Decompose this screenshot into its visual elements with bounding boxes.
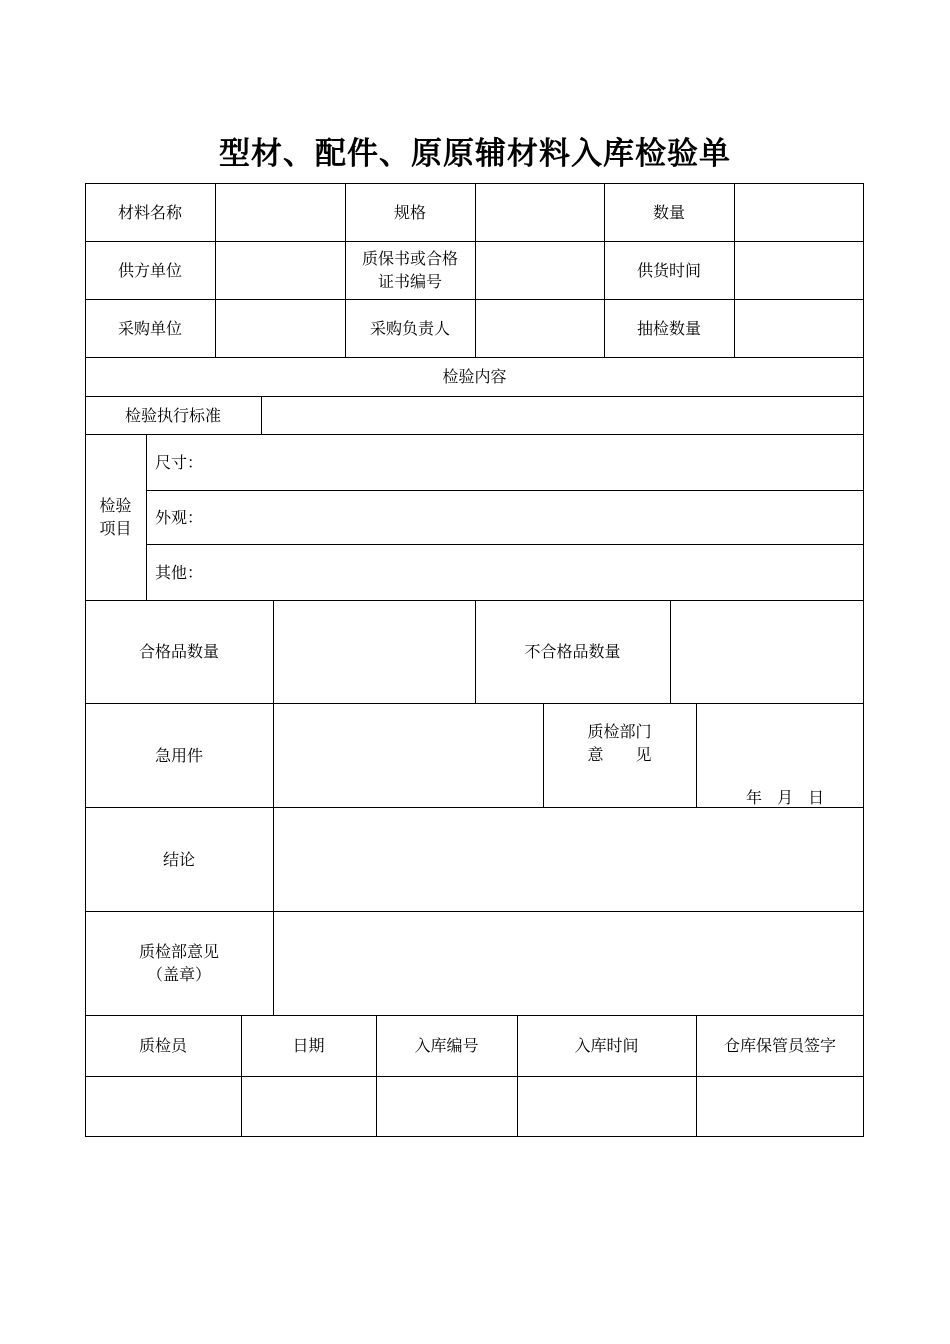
certificate-label-line1: 质保书或合格 [361,249,458,268]
certificate-number-field[interactable] [475,241,604,299]
storage-time-label: 入库时间 [574,1036,639,1055]
storage-number-field[interactable] [376,1076,517,1137]
inspection-items-label [85,434,146,600]
qc-dept-line1: 质检部门 [587,722,652,741]
supply-time-label: 供货时间 [636,260,701,280]
certificate-number-label [345,241,475,299]
inspector-label: 质检员 [138,1036,187,1055]
spec-field[interactable] [475,183,604,241]
certificate-label-line2: 证书编号 [377,272,442,291]
unqualified-quantity-label: 不合格品数量 [524,642,621,661]
qc-opinion-line1: 质检部意见 [138,942,219,961]
storage-time-field[interactable] [517,1076,696,1137]
qualified-quantity-field[interactable] [273,600,475,703]
material-name-label: 材料名称 [117,202,182,222]
inspection-items-line2: 项目 [99,519,132,538]
purchase-unit-field[interactable] [215,299,345,357]
date-ymd: 年 月 日 [746,788,830,807]
size-field[interactable]: 尺寸： [155,452,204,472]
conclusion-label: 结论 [162,849,195,869]
page-title: 型材、配件、原原辅材料入库检验单 [219,136,731,172]
purchase-manager-label: 采购负责人 [369,318,450,338]
sample-quantity-label: 抽检数量 [636,318,701,338]
supplier-label: 供方单位 [117,260,182,280]
qc-dept-line2: 意 见 [587,745,652,764]
inspection-items-line1: 检验 [99,496,132,515]
sample-quantity-field[interactable] [734,299,864,357]
supplier-field[interactable] [215,241,345,299]
urgent-parts-label: 急用件 [154,745,203,765]
storage-number-label: 入库编号 [414,1036,479,1055]
spec-label: 规格 [393,202,426,222]
qc-dept-opinion-label [543,703,696,783]
other-field[interactable]: 其他： [155,562,204,582]
supply-time-field[interactable] [734,241,864,299]
keeper-signature-field[interactable] [696,1076,864,1137]
keeper-signature-label: 仓库保管员签字 [723,1036,836,1055]
unqualified-quantity-field[interactable] [670,600,864,703]
date-label: 日期 [292,1036,325,1055]
appearance-field[interactable]: 外观： [155,507,204,527]
purchase-unit-label: 采购单位 [117,318,182,338]
quantity-label: 数量 [652,202,685,222]
material-name-field[interactable] [215,183,345,241]
inspection-standard-label: 检验执行标准 [124,405,221,425]
urgent-parts-field[interactable] [273,703,543,807]
inspector-field[interactable] [85,1076,241,1137]
purchase-manager-field[interactable] [475,299,604,357]
conclusion-field[interactable] [273,807,864,911]
inspection-content-heading: 检验内容 [442,367,507,386]
qc-opinion-line2: （盖章） [146,965,211,984]
qualified-quantity-label: 合格品数量 [138,642,219,661]
qc-opinion-field[interactable] [273,911,864,1015]
inspection-standard-field[interactable] [261,396,864,434]
qc-opinion-label [85,911,273,1015]
date-field[interactable] [241,1076,376,1137]
quantity-field[interactable] [734,183,864,241]
